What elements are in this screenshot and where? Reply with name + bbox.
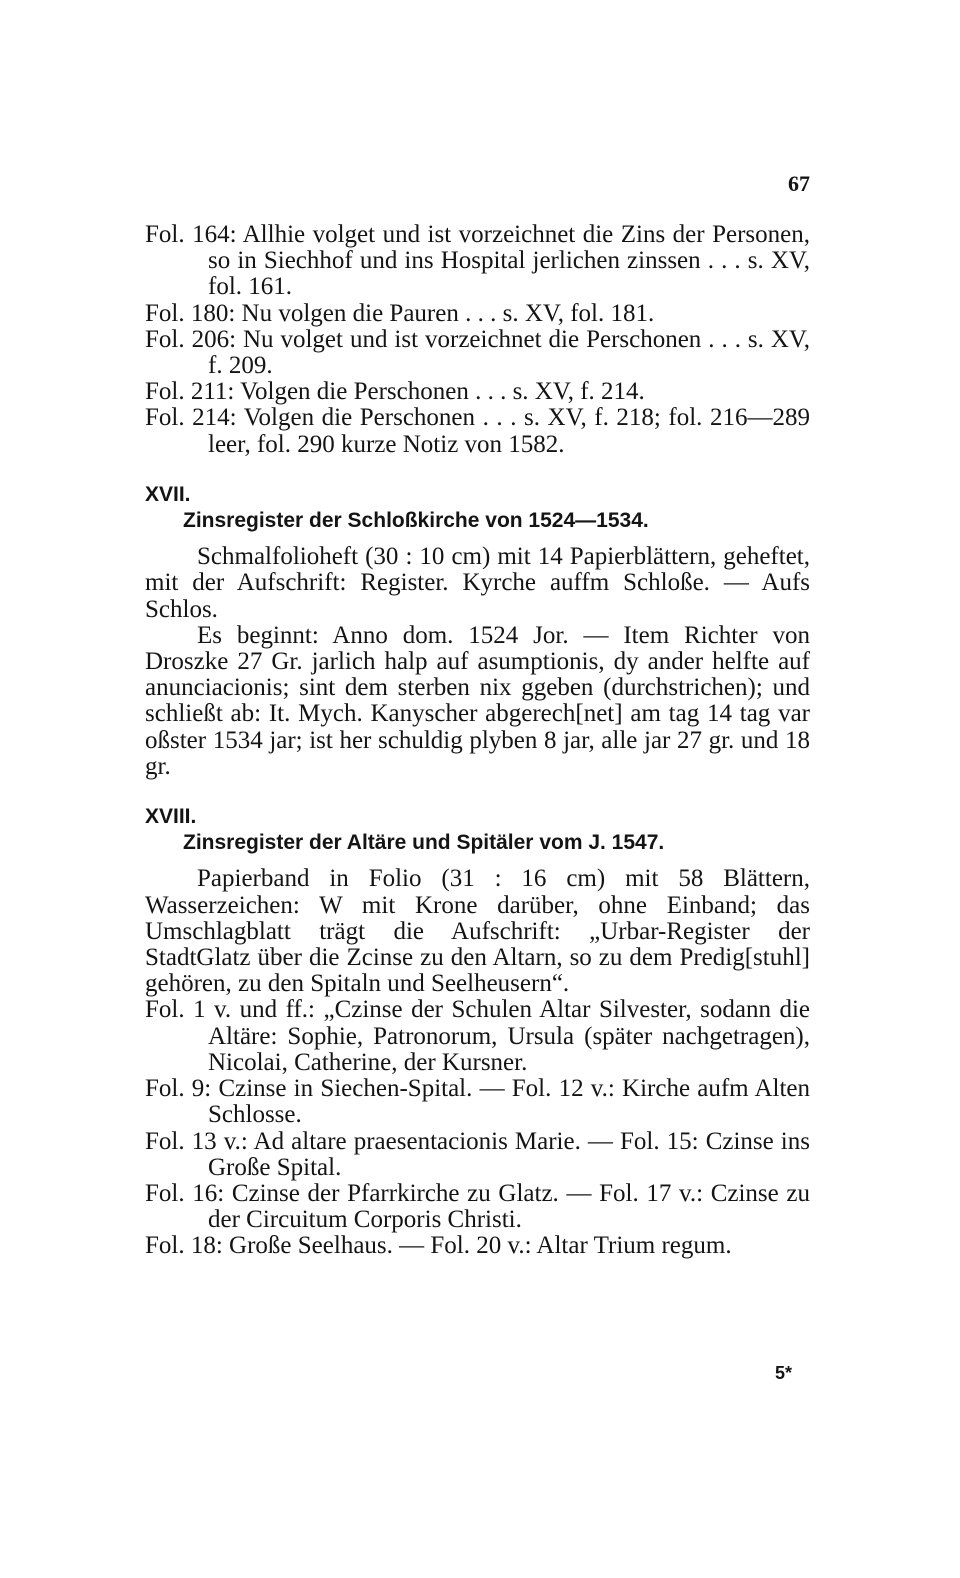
intro-entries [145,222,810,458]
section-title: Zinsregister der Altäre und Spitäler vom J. 1547. [183,831,665,855]
folio-entry: Fol. 180: Nu volgen die Pauren . . . s. XV, fol. 181. [145,299,655,327]
page-content [145,222,810,1260]
paragraph: Schmalfolioheft (30 : 10 cm) mit 14 Papierblättern, geheftet, mit der Aufschrift: Register. Kyrche auffm Schloße. — Aufs Schlos. [145,543,810,623]
folio-entry: Fol. 9: Czinse in Siechen-Spital. — Fol. 12 v.: Kirche aufm Alten Schlosse. [145,1075,810,1129]
folio-entry: Fol. 13 v.: Ad altare praesentacionis Marie. — Fol. 15: Czinse ins Große Spital. [145,1127,810,1181]
section-number: XVIII. [145,805,197,829]
folio-entry: Fol. 1 v. und ff.: „Czinse der Schulen Altar Silvester, sodann die Altäre: Sophie, Patronorum, Ursula (später nachgetragen), Nicolai, Catherine, der Kursner. [145,996,810,1076]
paragraph: Es beginnt: Anno dom. 1524 Jor. — Item Richter von Droszke 27 Gr. jarlich halp auf asumptionis, dy ander helfte auf anunciacionis; sint dem sterben nix ggeben (durchstrichen); und schließt ab: It. Mych. Kanyscher abgerech[net] am tag 14 tag var oßster 1534 jar; ist her schuldig plyben 8 jar, alle jar 27 gr. und 18 gr. [145,621,810,780]
folio-entry: Fol. 211: Volgen die Perschonen . . . s. XV, f. 214. [145,378,645,406]
section-number: XVII. [145,482,191,506]
folio-entry: Fol. 164: Allhie volget und ist vorzeichnet die Zins der Personen, so in Siechhof und ins Hospital jerlichen zinssen . . . s. XV, fol. 161. [145,221,810,301]
section-title: Zinsregister der Schloßkirche von 1524—1534. [183,509,649,533]
page-number: 67 [788,171,810,196]
folio-entry: Fol. 18: Große Seelhaus. — Fol. 20 v.: Altar Trium regum. [145,1232,732,1260]
folio-entry: Fol. 206: Nu volget und ist vorzeichnet die Perschonen . . . s. XV, f. 209. [145,325,810,380]
section-xviii [145,804,810,1259]
section-xvii [145,482,810,780]
folio-entry: Fol. 16: Czinse der Pfarrkirche zu Glatz. — Fol. 17 v.: Czinse zu der Circuitum Corporis Christi. [145,1179,810,1234]
paragraph: Papierband in Folio (31 : 16 cm) mit 58 Blättern, Wasserzeichen: W mit Krone darüber, ohne Einband; das Umschlagblatt trägt die Aufschrift: „Urbar-Register der StadtGlatz über die Zcinse zu den Altarn, so zu dem Predig[stuhl] gehören, zu den Spitaln und Seelheusern“. [145,865,810,998]
folio-entry: Fol. 214: Volgen die Perschonen . . . s. XV, f. 218; fol. 216—289 leer, fol. 290 kurze Notiz von 1582. [145,404,810,458]
signature-mark: 5* [774,1363,792,1383]
